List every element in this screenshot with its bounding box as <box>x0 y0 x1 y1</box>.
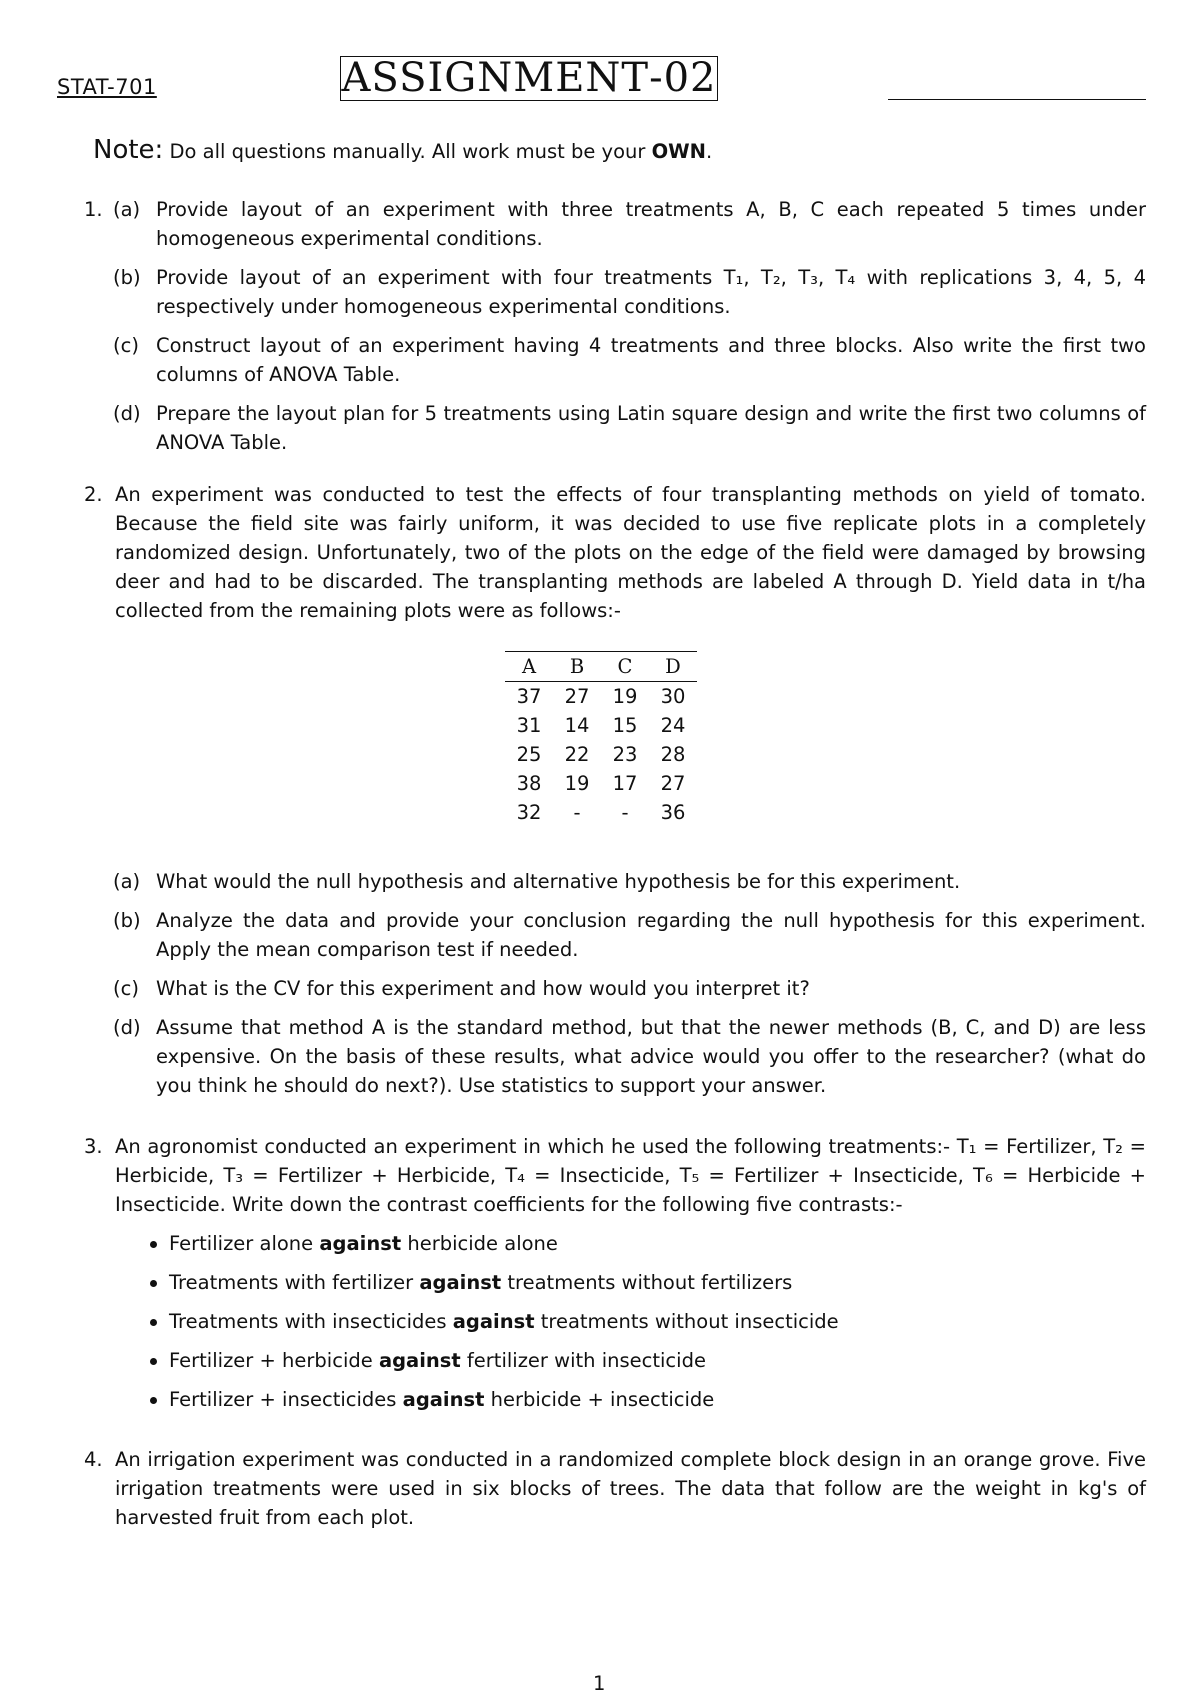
subpart-label: (c) <box>113 334 139 357</box>
table-cell: 31 <box>516 714 542 737</box>
table-cell: 27 <box>660 772 686 795</box>
table-cell: 19 <box>612 685 638 708</box>
question-3 <box>84 1132 1146 1414</box>
table-row <box>505 798 697 827</box>
question-text: An experiment was conducted to test the effects of four transplanting methods on yield of tomato. Because the field site was fairly uniform, it was decided to use five replicate plots in a completely randomized design. Unfortunately, two of the plots on the edge of the field were damaged by browsing deer and had to be discarded. The transplanting methods are labeled A through D. Yield data in t/ha collected from the remaining plots were as follows:- <box>115 483 1146 622</box>
table-header-row <box>505 652 697 682</box>
table-row <box>505 769 697 798</box>
table-cell: 19 <box>564 772 590 795</box>
bullet-icon <box>150 1241 157 1248</box>
list-item <box>169 1229 1146 1258</box>
question-number: 4. <box>84 1448 103 1471</box>
note-text: Do all questions manually. All work must be your <box>169 140 646 163</box>
question-text: An irrigation experiment was conducted in a randomized complete block design in an orange grove. Five irrigation treatments were used in six blocks of trees. The data that follow are the weight in kg's of harvested fruit from each plot. <box>115 1448 1146 1529</box>
table-row <box>505 740 697 769</box>
contrast-right: treatments without fertilizers <box>507 1271 793 1294</box>
question-1d <box>115 399 1146 457</box>
question-2a <box>115 867 1146 896</box>
question-number: 1. <box>84 198 103 221</box>
subpart-label: (b) <box>113 266 141 289</box>
table-cell: 24 <box>660 714 686 737</box>
column-header: C <box>617 655 633 678</box>
list-item <box>169 1346 1146 1375</box>
assignment-title <box>340 56 718 101</box>
note-label: Note: <box>93 135 164 165</box>
subpart-text: Provide layout of an experiment with four treatments T₁, T₂, T₃, T₄ with replications 3, 4, 5, 4 respectively under homogeneous experimental conditions. <box>156 266 1146 318</box>
contrast-right: herbicide + insecticide <box>490 1388 715 1411</box>
subpart-text: Prepare the layout plan for 5 treatments using Latin square design and write the first two columns of ANOVA Table. <box>156 402 1146 454</box>
table-cell: 37 <box>516 685 542 708</box>
contrast-right: fertilizer with insecticide <box>466 1349 706 1372</box>
subpart-label: (b) <box>113 909 141 932</box>
contrast-left: Treatments with insecticides <box>169 1310 447 1333</box>
question-1b <box>115 263 1146 321</box>
question-1 <box>84 195 1146 457</box>
question-2-subparts <box>84 867 1146 1100</box>
question-text: An agronomist conducted an experiment in which he used the following treatments:- T₁ = Fertilizer, T₂ = Herbicide, T₃ = Fertilizer + Herbicide, T₄ = Insecticide, T₅ = Fertilizer + Insecticide, T₆ = Herbicide + Insecticide. Write down the contrast coefficients for the following five contrasts:- <box>115 1135 1146 1216</box>
table-cell: 36 <box>660 801 686 824</box>
bullet-icon <box>150 1358 157 1365</box>
subpart-text: Provide layout of an experiment with three treatments A, B, C each repeated 5 times under homogeneous experimental conditions. <box>156 198 1146 250</box>
question-2c <box>115 974 1146 1003</box>
contrast-left: Fertilizer alone <box>169 1232 314 1255</box>
against-word: against <box>419 1271 502 1294</box>
contrast-left: Treatments with fertilizer <box>169 1271 414 1294</box>
table-cell: 23 <box>612 743 638 766</box>
subpart-text: Analyze the data and provide your conclusion regarding the null hypothesis for this experiment. Apply the mean comparison test if needed. <box>156 909 1146 961</box>
title-initial: A <box>341 55 372 101</box>
bullet-icon <box>150 1280 157 1287</box>
question-number: 3. <box>84 1135 103 1158</box>
bullet-icon <box>150 1397 157 1404</box>
page-number: 1 <box>593 1672 606 1695</box>
contrast-list <box>84 1229 1146 1414</box>
contrast-right: treatments without insecticide <box>540 1310 839 1333</box>
list-item <box>169 1307 1146 1336</box>
yield-data-table <box>505 651 697 827</box>
question-2d <box>115 1013 1146 1100</box>
table-cell: - <box>621 801 629 824</box>
table-cell: 30 <box>660 685 686 708</box>
subpart-label: (d) <box>113 1016 141 1039</box>
table-cell: 15 <box>612 714 638 737</box>
column-header: D <box>665 655 681 678</box>
table-cell: 38 <box>516 772 542 795</box>
contrast-left: Fertilizer + herbicide <box>169 1349 373 1372</box>
question-1a <box>115 195 1146 253</box>
contrast-right: herbicide alone <box>407 1232 558 1255</box>
question-number: 2. <box>84 483 103 506</box>
subpart-label: (c) <box>113 977 139 1000</box>
subpart-text: Construct layout of an experiment having 4 treatments and three blocks. Also write the first two columns of ANOVA Table. <box>156 334 1146 386</box>
table-cell: 32 <box>516 801 542 824</box>
table-cell: 14 <box>564 714 590 737</box>
table-cell: 25 <box>516 743 542 766</box>
subpart-label: (d) <box>113 402 141 425</box>
subpart-text: Assume that method A is the standard method, but that the newer methods (B, C, and D) are less expensive. On the basis of these results, what advice would you offer to the researcher? (what do you think he should do next?). Use statistics to support your answer. <box>156 1016 1146 1097</box>
subpart-label: (a) <box>113 870 141 893</box>
table-row <box>505 711 697 740</box>
table-cell: 22 <box>564 743 590 766</box>
question-2b <box>115 906 1146 964</box>
against-word: against <box>452 1310 535 1333</box>
subpart-text: What would the null hypothesis and alternative hypothesis be for this experiment. <box>156 870 961 893</box>
question-4 <box>84 1445 1146 1532</box>
course-code: STAT-701 <box>57 75 157 99</box>
table-row <box>505 682 697 712</box>
subpart-label: (a) <box>113 198 141 221</box>
column-header: A <box>521 655 537 678</box>
question-2 <box>84 480 1146 625</box>
title-number: -02 <box>649 55 717 101</box>
contrast-left: Fertilizer + insecticides <box>169 1388 397 1411</box>
title-word: SSIGNMENT <box>371 55 650 101</box>
column-header: B <box>569 655 585 678</box>
note-end: . <box>706 140 713 163</box>
table-cell: 28 <box>660 743 686 766</box>
against-word: against <box>319 1232 402 1255</box>
note <box>93 136 712 166</box>
against-word: against <box>402 1388 485 1411</box>
against-word: against <box>378 1349 461 1372</box>
list-item <box>169 1268 1146 1297</box>
table-cell: 27 <box>564 685 590 708</box>
question-1c <box>115 331 1146 389</box>
table-cell: 17 <box>612 772 638 795</box>
bullet-icon <box>150 1319 157 1326</box>
list-item <box>169 1385 1146 1414</box>
subpart-text: What is the CV for this experiment and how would you interpret it? <box>156 977 810 1000</box>
name-blank-line <box>888 99 1146 100</box>
table-cell: - <box>573 801 581 824</box>
note-own: OWN <box>651 140 706 163</box>
